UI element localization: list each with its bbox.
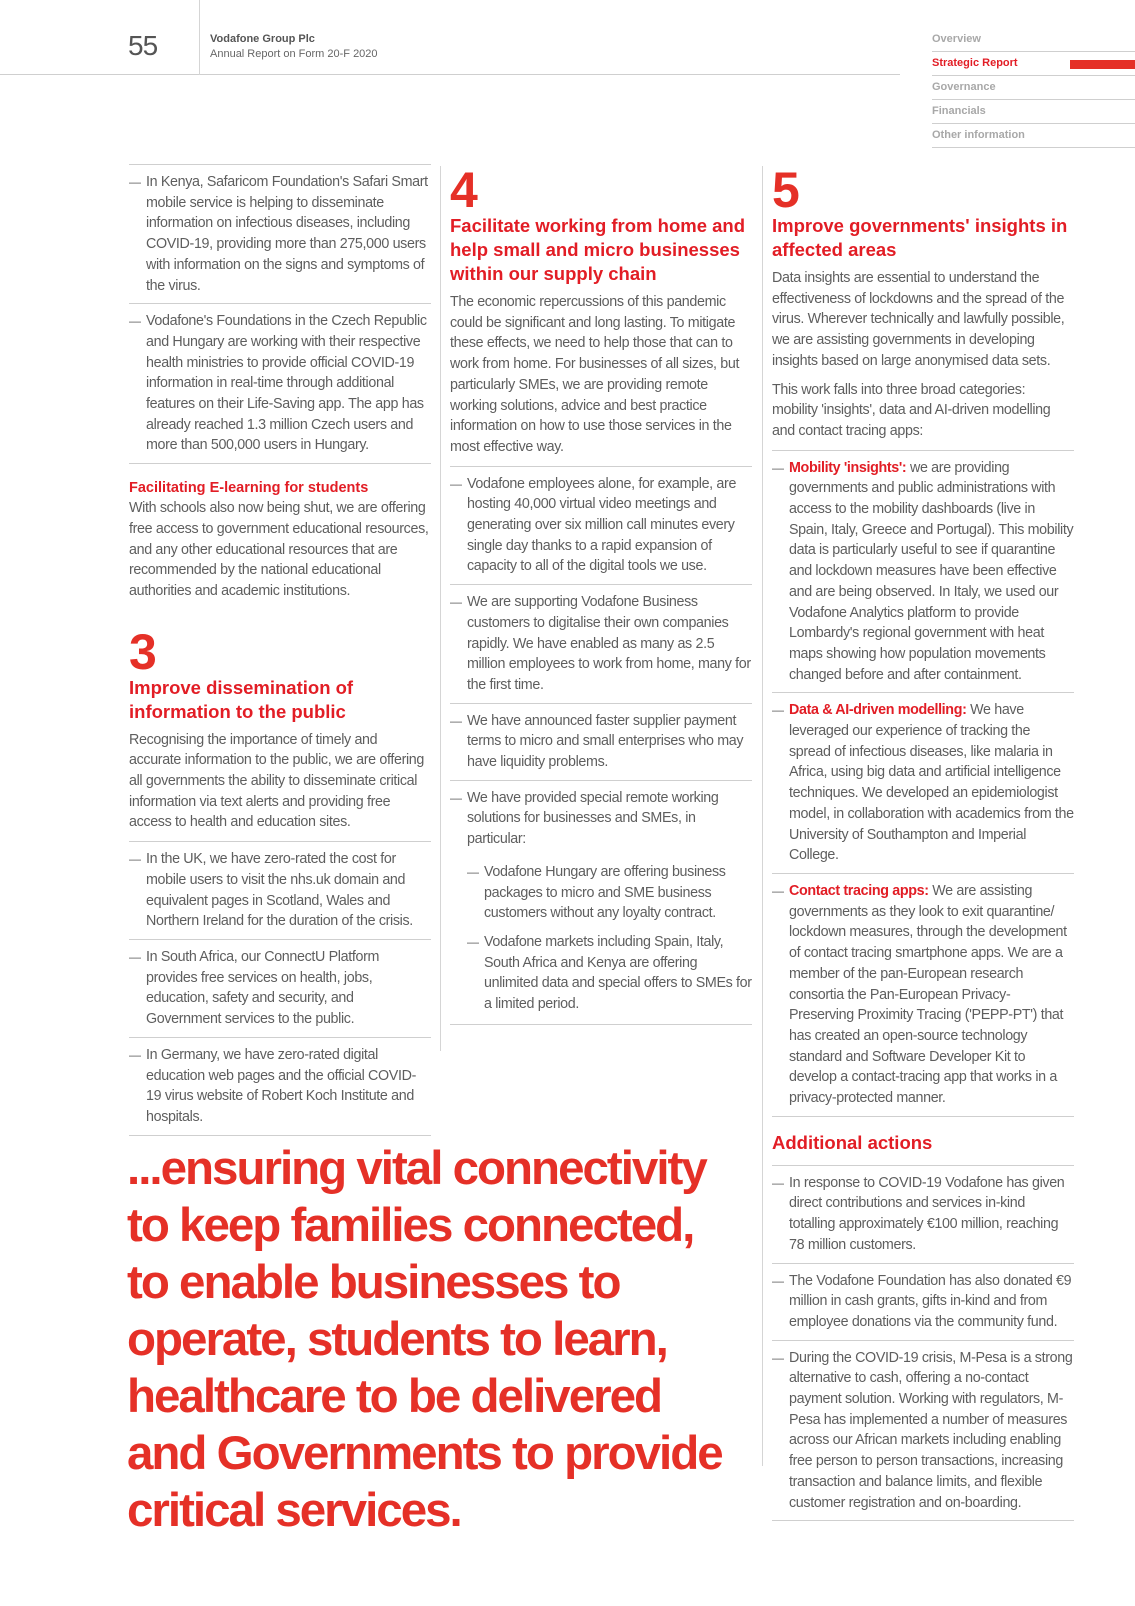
section-5-body-2: This work falls into three broad categories: mobility 'insights', data and AI-driven modelling and contact tracing apps: [772,381,1051,439]
nav-label: Governance [932,81,996,93]
section-5-list [772,450,1074,1117]
list-item: — We are supporting Vodafone Business customers to digitalise their own companies rapidly. We have enabled as many as 2.5 million employees to work from home, many for the first time. [450,585,752,704]
list-item: — In South Africa, our ConnectU Platform provides free services on health, jobs, education, safety and security, and Government services to the public. [129,940,431,1038]
nav-item-overview[interactable] [932,28,1135,52]
column-3 [772,164,1074,1521]
nav-label: Overview [932,33,981,45]
list-item-text: We are assisting governments as they look to exit quarantine/ lockdown measures, through the development of contact tracing smartphone apps. We are a member of the pan-European research consortia the Pan-European Privacy-Preserving Proximity Tracing ('PEPP-PT') that has created an open-source technology standard and Software Developer Kit to develop a contact-tracing app that works in a privacy-protected manner. [789,882,1067,1107]
nav-label: Financials [932,105,986,117]
list-item: — Vodafone employees alone, for example, are hosting 40,000 virtual video meetings and generating over six million call minutes every single day thanks to a rapid expansion of capacity to all of the digital tools we use. [450,467,752,586]
section-nav [932,28,1135,148]
list-item [450,781,752,1025]
section-5-title: Improve governments' insights in affected areas [772,215,1068,260]
list-item: — The Vodafone Foundation has also donated €9 million in cash grants, gifts in-kind and from employee donations via the community fund. [772,1264,1074,1341]
list-item: — We have announced faster supplier payment terms to micro and small enterprises who may have liquidity problems. [450,704,752,781]
list-item-text: We have provided special remote working solutions for businesses and SMEs, in particular: [467,789,719,848]
page-header [0,0,900,75]
elearning-heading: Facilitating E-learning for students [129,480,369,497]
column-divider [440,166,441,1051]
company-name: Vodafone Group Plc [210,33,315,45]
list-item-ai-modelling [772,693,1074,874]
list-item: — In Germany, we have zero-rated digital education web pages and the official COVID-19 virus website of Robert Koch Institute and hospitals. [129,1038,431,1136]
section-4-title: Facilitate working from home and help small and micro businesses within our supply chain [450,215,746,284]
list-item: — In the UK, we have zero-rated the cost for mobile users to visit the nhs.uk domain and equivalent pages in Scotland, Wales and Northern Ireland for the duration of the crisis. [129,842,431,940]
section-3-title: Improve dissemination of information to the public [129,676,354,722]
list-item: — In Kenya, Safaricom Foundation's Safari Smart mobile service is helping to disseminate information on infectious diseases, including COVID-19, providing more than 275,000 users with information on the signs and symptoms of the virus. [129,165,431,304]
nav-item-strategic-report[interactable] [932,52,1135,76]
active-indicator [1070,60,1135,69]
section-3-list [129,841,431,1135]
lead-label: Mobility 'insights': [789,459,907,476]
sub-list [467,856,752,1017]
sub-list-item: — Vodafone Hungary are offering business packages to micro and SME business customers without any loyalty contract. [467,856,752,926]
lead-label: Data & AI-driven modelling: [789,702,967,719]
section-4-list [450,466,752,1025]
section-number-3: 3 [129,623,156,680]
section-3-body: Recognising the importance of timely and accurate information to the public, we are offering all governments the ability to disseminate critical information via text alerts and providing free access to health and education sites. [129,731,425,831]
section-number-5: 5 [772,162,799,218]
nav-label: Other information [932,129,1025,141]
elearning-body: With schools also now being shut, we are offering free access to government educational resources, and any other educational resources that are recommended by the national educational authorities and academic institutions. [129,500,429,599]
lead-label: Contact tracing apps: [789,882,929,899]
page-number: 55 [128,30,158,61]
sub-list-item: — Vodafone markets including Spain, Italy, South Africa and Kenya are offering unlimited data and special offers to SMEs for a limited period. [467,926,752,1017]
column-2 [450,164,752,1025]
section-number-4: 4 [450,162,477,218]
nav-item-governance[interactable] [932,76,1135,100]
additional-actions-title: Additional actions [772,1131,933,1153]
list-item-mobility [772,451,1074,694]
header-divider [199,0,200,75]
report-title: Annual Report on Form 20-F 2020 [210,48,378,60]
nav-item-financials[interactable] [932,100,1135,124]
list-item: — During the COVID-19 crisis, M-Pesa is a strong alternative to cash, offering a no-contact payment solution. Working with regulators, M-Pesa has implemented a number of measures across our African markets including enabling free person to person transactions, increasing transaction and balance limits, and flexible customer registration and on-boarding. [772,1341,1074,1522]
section-5-body-1: Data insights are essential to understand the effectiveness of lockdowns and the spread of the virus. Wherever technically and lawfully possible, we are assisting governments in developing insights based on large anonymised data sets. [772,270,1065,369]
list-item-contact-tracing [772,874,1074,1117]
additional-actions-list [772,1165,1074,1522]
list-item-text: We have leveraged our experience of tracking the spread of infectious diseases, like malaria in Africa, using big data and artificial intelligence techniques. We developed an epidemiologist model, in collaboration with academics from the University of Southampton and Imperial College. [789,702,1074,864]
nav-label: Strategic Report [932,57,1018,69]
list-item: — Vodafone's Foundations in the Czech Republic and Hungary are working with their respective health ministries to provide official COVID-19 information in real-time through additional features on their Life-Saving app. The app has already reached 1.3 million Czech users and more than 500,000 users in Hungary. [129,304,431,464]
column-divider [762,166,763,1466]
kenya-czech-list [129,164,431,464]
nav-item-other-information[interactable] [932,124,1135,148]
pull-quote: ...ensuring vital connectivity to keep families connected, to enable businesses to operate, students to learn, healthcare to be delivered and Governments to provide critical services. [127,1142,722,1537]
column-1 [129,164,431,1136]
section-4-body: The economic repercussions of this pandemic could be significant and long lasting. To mitigate these effects, we need to help those that can to work from home. For businesses of all sizes, but particularly SMEs, we are providing remote working solutions, advice and best practice information on how to use those services in the most effective way. [450,294,740,455]
list-item-text: we are providing governments and public administrations with access to the mobility dashboards (live in Spain, Italy, Greece and Portugal). This mobility data is particularly useful to see if quarantine and lockdown measures have been effective and are being observed. In Italy, we used our Vodafone Analytics platform to provide Lombardy's regional government with heat maps showing how population movements changed before and after containment. [789,459,1074,683]
list-item: — In response to COVID-19 Vodafone has given direct contributions and services in-kind totalling approximately €100 million, reaching 78 million customers. [772,1166,1074,1264]
